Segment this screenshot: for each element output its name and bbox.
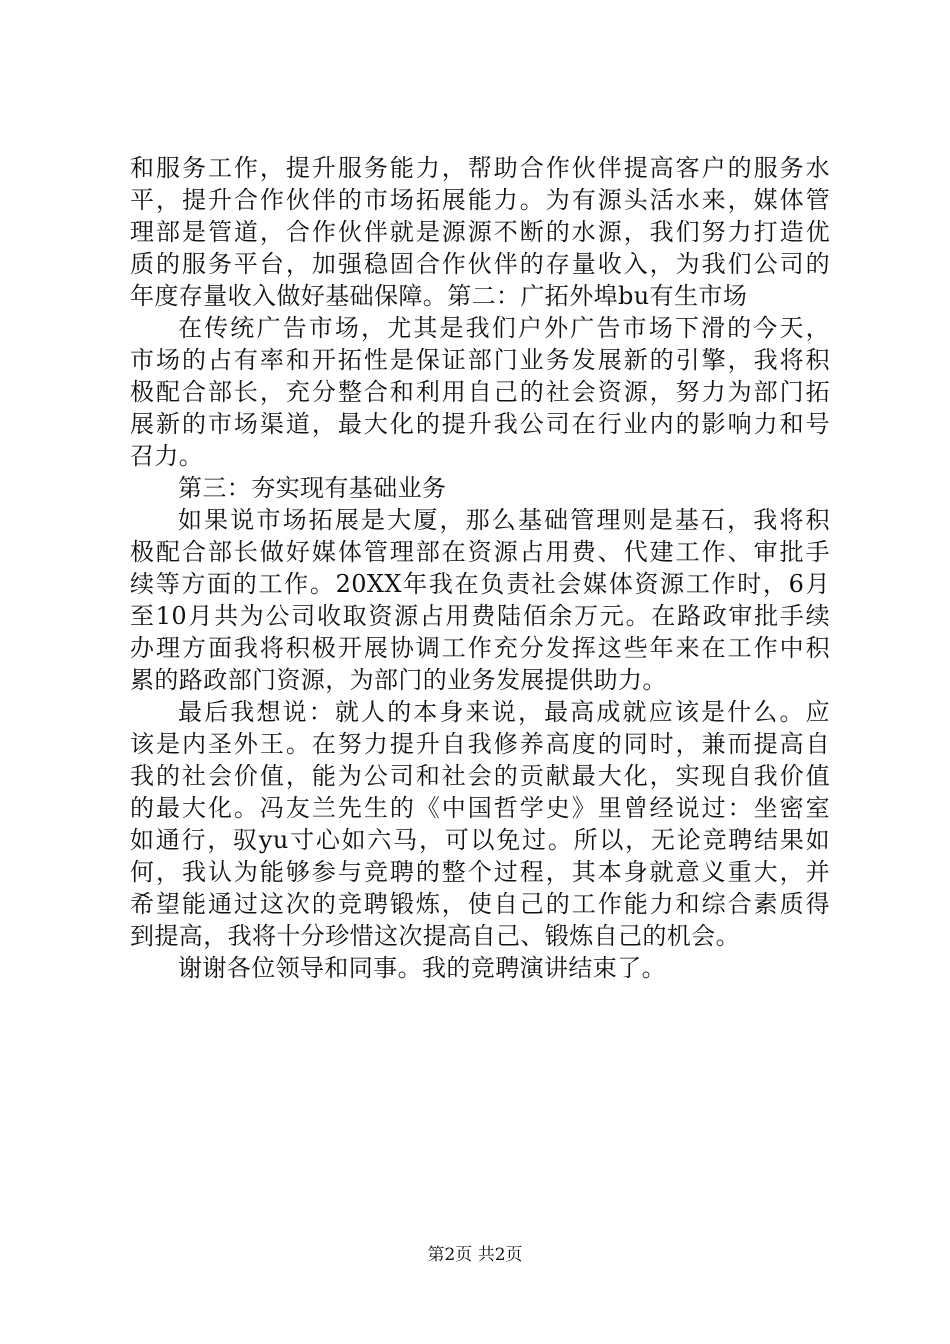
text-line: 极配合部长做好媒体管理部在资源占用费、代建工作、审批手: [130, 538, 830, 566]
text-line: 极配合部长，充分整合和利用自己的社会资源，努力为部门拓: [130, 378, 830, 406]
text-line: 质的服务平台，加强稳固合作伙伴的存量收入，为我们公司的: [130, 250, 830, 278]
text-line: 办理方面我将积极开展协调工作充分发挥这些年来在工作中积: [130, 634, 830, 662]
text-line: 至10月共为公司收取资源占用费陆佰余万元。在路政审批手续: [130, 602, 830, 630]
text-line: 谢谢各位领导和同事。我的竞聘演讲结束了。: [178, 954, 666, 982]
text-line: 的最大化。冯友兰先生的《中国哲学史》里曾经说过：坐密室: [130, 794, 830, 822]
text-line: 该是内圣外王。在努力提升自我修养高度的同时，兼而提高自: [130, 730, 830, 758]
text-line: 累的路政部门资源，为部门的业务发展提供助力。: [130, 666, 667, 694]
text-line: 理部是管道，合作伙伴就是源源不断的水源，我们努力打造优: [130, 218, 830, 246]
text-line: 如通行，驭yu寸心如六马，可以免过。所以，无论竞聘结果如: [130, 826, 830, 854]
text-line: 到提高，我将十分珍惜这次提高自己、锻炼自己的机会。: [130, 922, 740, 950]
text-line: 何，我认为能够参与竞聘的整个过程，其本身就意义重大，并: [130, 858, 830, 886]
text-line: 第三：夯实现有基础业务: [178, 474, 447, 502]
text-line: 我的社会价值，能为公司和社会的贡献最大化，实现自我价值: [130, 762, 830, 790]
document-body: [130, 152, 830, 984]
page-footer: 第2页 共2页: [427, 1245, 523, 1265]
text-line: 展新的市场渠道，最大化的提升我公司在行业内的影响力和号: [130, 410, 830, 438]
text-line: 续等方面的工作。20XX年我在负责社会媒体资源工作时，6月: [130, 570, 830, 598]
text-line: 如果说市场拓展是大厦，那么基础管理则是基石，我将积: [178, 506, 830, 534]
text-line: 在传统广告市场，尤其是我们户外广告市场下滑的今天，: [178, 314, 830, 342]
text-line: 平，提升合作伙伴的市场拓展能力。为有源头活水来，媒体管: [130, 186, 830, 214]
text-line: 希望能通过这次的竞聘锻炼，使自己的工作能力和综合素质得: [130, 890, 830, 918]
text-line: 召力。: [130, 442, 204, 470]
text-line: 最后我想说：就人的本身来说，最高成就应该是什么。应: [178, 698, 830, 726]
text-line: 和服务工作，提升服务能力，帮助合作伙伴提高客户的服务水: [130, 154, 830, 182]
text-line: 年度存量收入做好基础保障。第二：广拓外埠bu有生市场: [130, 282, 748, 310]
text-line: 市场的占有率和开拓性是保证部门业务发展新的引擎，我将积: [130, 346, 830, 374]
